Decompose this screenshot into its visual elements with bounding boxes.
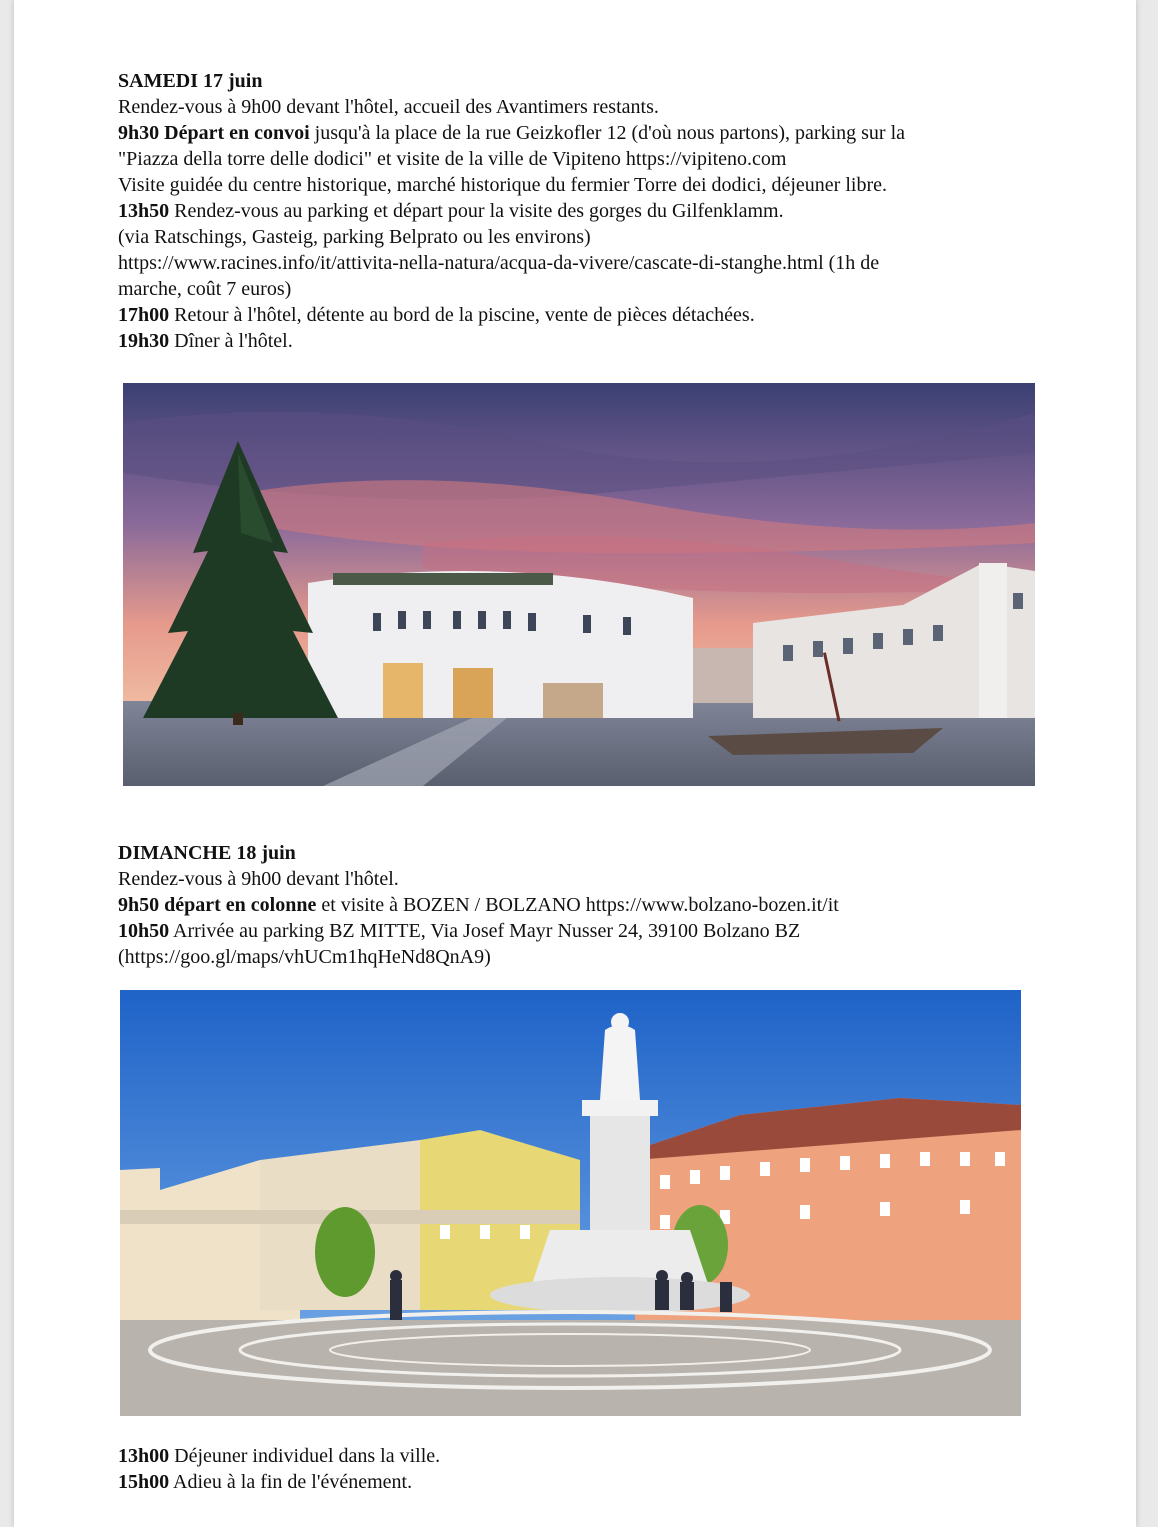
saturday-line-4: Visite guidée du centre historique, marché historique du fermier Torre dei dodici, déjeuner libre. xyxy=(118,174,887,196)
document-page xyxy=(14,0,1136,1527)
sunday-closing-line-1: 13h00 Déjeuner individuel dans la ville. xyxy=(118,1445,441,1467)
saturday-line-10: 19h30 Dîner à l'hôtel. xyxy=(118,330,293,352)
saturday-line-6: (via Ratschings, Gasteig, parking Belprato ou les environs) xyxy=(118,226,591,248)
saturday-line-1: Rendez-vous à 9h00 devant l'hôtel, accueil des Avantimers restants. xyxy=(118,96,659,118)
sunday-section xyxy=(118,840,839,970)
sunday-line-3: 10h50 Arrivée au parking BZ MITTE, Via Josef Mayr Nusser 24, 39100 Bolzano BZ xyxy=(118,920,801,942)
saturday-line-5: 13h50 Rendez-vous au parking et départ pour la visite des gorges du Gilfenklamm. xyxy=(118,200,784,222)
saturday-line-3: "Piazza della torre delle dodici" et visite de la ville de Vipiteno https://vipiteno.com xyxy=(118,148,787,170)
saturday-line-9: 17h00 Retour à l'hôtel, détente au bord de la piscine, vente de pièces détachées. xyxy=(118,304,755,326)
sunday-line-4: (https://goo.gl/maps/vhUCm1hqHeNd8QnA9) xyxy=(118,946,491,968)
sunday-line-2: 9h50 départ en colonne et visite à BOZEN / BOLZANO https://www.bolzano-bozen.it/it xyxy=(118,894,839,916)
saturday-section xyxy=(118,68,905,354)
saturday-line-7: https://www.racines.info/it/attivita-nella-natura/acqua-da-vivere/cascate-di-stanghe.html (1h de xyxy=(118,252,880,274)
bolzano-square-photo xyxy=(120,990,1021,1416)
sunday-closing-line-2: 15h00 Adieu à la fin de l'événement. xyxy=(118,1471,413,1493)
saturday-line-2: 9h30 Départ en convoi jusqu'à la place de la rue Geizkofler 12 (d'où nous partons), parking sur la xyxy=(118,122,906,144)
saturday-heading: SAMEDI 17 juin xyxy=(118,70,263,92)
sunday-heading: DIMANCHE 18 juin xyxy=(118,842,296,864)
saturday-line-8: marche, coût 7 euros) xyxy=(118,278,292,300)
sunday-line-1: Rendez-vous à 9h00 devant l'hôtel. xyxy=(118,868,399,890)
sunday-closing-section xyxy=(118,1443,440,1495)
vipiteno-square-photo xyxy=(123,383,1035,786)
